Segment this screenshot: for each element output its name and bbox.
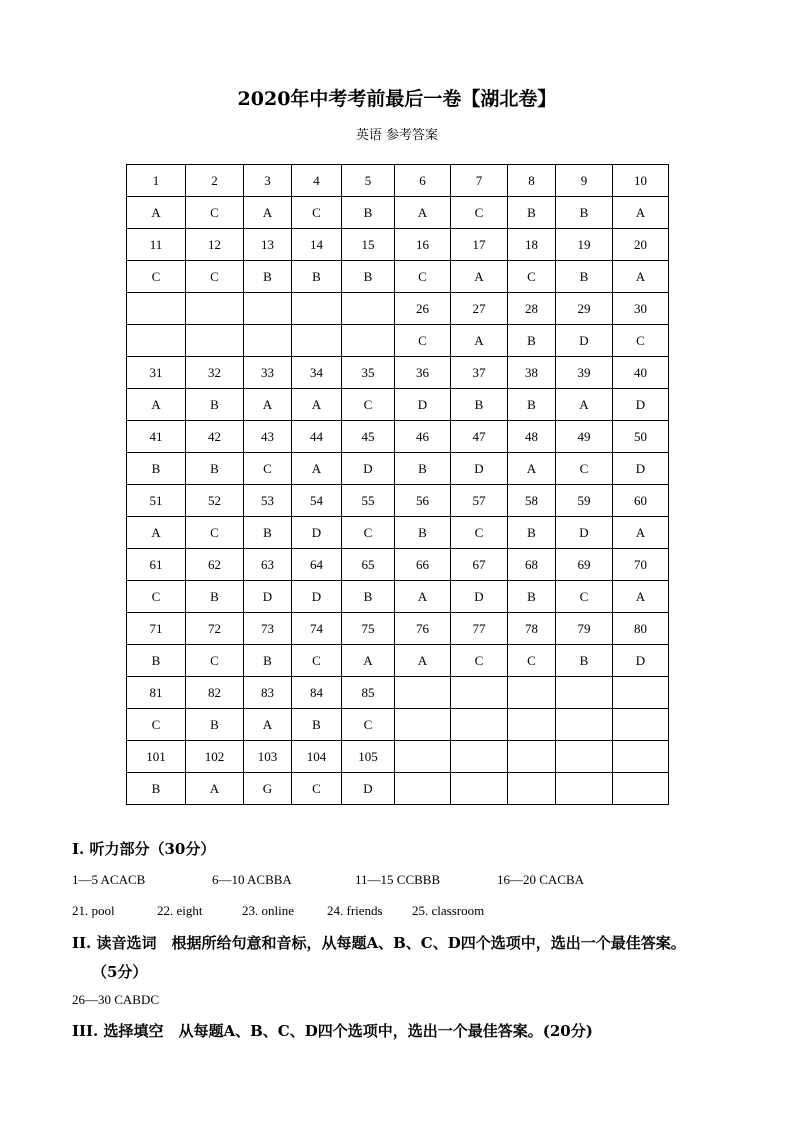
answer-cell: B <box>244 261 292 293</box>
answer-cell: C <box>451 517 508 549</box>
answer-cell: 16 <box>395 229 451 261</box>
answer-cell: 103 <box>244 741 292 773</box>
answer-cell: C <box>127 261 186 293</box>
answer-cell: B <box>292 261 342 293</box>
answer-cell: 20 <box>613 229 669 261</box>
answer-table-row <box>127 325 669 357</box>
answer-cell: 68 <box>508 549 556 581</box>
answer-cell: 64 <box>292 549 342 581</box>
answer-cell: D <box>244 581 292 613</box>
answer-cell: B <box>127 645 186 677</box>
answer-cell: B <box>342 197 395 229</box>
answer-cell: 34 <box>292 357 342 389</box>
answer-cell: 41 <box>127 421 186 453</box>
answer-cell: C <box>395 325 451 357</box>
answer-cell: C <box>127 709 186 741</box>
word-answer: 25. classroom <box>412 903 485 918</box>
answer-cell: D <box>292 517 342 549</box>
answer-table-row <box>127 613 669 645</box>
answer-cell: B <box>508 325 556 357</box>
answer-cell: 102 <box>186 741 244 773</box>
answer-cell: C <box>186 517 244 549</box>
answer-cell: C <box>292 773 342 805</box>
answer-cell: 55 <box>342 485 395 517</box>
answer-cell: 19 <box>556 229 613 261</box>
answer-cell <box>186 325 244 357</box>
answer-group: 1—5 ACACB <box>72 872 146 887</box>
answer-cell: B <box>451 389 508 421</box>
answer-cell: A <box>613 197 669 229</box>
answer-cell: 9 <box>556 165 613 197</box>
answer-cell: C <box>244 453 292 485</box>
answer-cell: 51 <box>127 485 186 517</box>
answer-cell: 49 <box>556 421 613 453</box>
answer-cell <box>451 677 508 709</box>
answer-cell: D <box>342 453 395 485</box>
answer-cell: C <box>127 581 186 613</box>
answer-cell: 46 <box>395 421 451 453</box>
answer-cell: 54 <box>292 485 342 517</box>
answer-cell: A <box>556 389 613 421</box>
answer-cell: 27 <box>451 293 508 325</box>
answer-cell: C <box>556 453 613 485</box>
section-2-heading-points: （5分） <box>92 963 148 981</box>
answer-cell: D <box>451 581 508 613</box>
answer-cell <box>451 741 508 773</box>
word-answer: 21. pool <box>72 903 115 918</box>
answer-cell <box>613 677 669 709</box>
answer-cell <box>508 677 556 709</box>
answer-cell: 17 <box>451 229 508 261</box>
answer-cell: G <box>244 773 292 805</box>
answer-cell: C <box>186 197 244 229</box>
answer-cell: 61 <box>127 549 186 581</box>
answer-cell: A <box>342 645 395 677</box>
answer-cell: B <box>292 709 342 741</box>
answer-cell: C <box>342 709 395 741</box>
answer-cell <box>613 773 669 805</box>
answer-cell: A <box>395 645 451 677</box>
answer-cell <box>395 709 451 741</box>
answer-cell: 53 <box>244 485 292 517</box>
answer-table-row <box>127 197 669 229</box>
answer-group: 11—15 CCBBB <box>355 872 441 887</box>
answer-cell: 57 <box>451 485 508 517</box>
answer-cell: 81 <box>127 677 186 709</box>
answer-cell: 6 <box>395 165 451 197</box>
answer-cell: 4 <box>292 165 342 197</box>
answer-cell: 12 <box>186 229 244 261</box>
answer-cell: D <box>451 453 508 485</box>
answer-cell: D <box>395 389 451 421</box>
answer-cell: 82 <box>186 677 244 709</box>
answer-table-body <box>127 165 669 805</box>
answer-cell: A <box>244 389 292 421</box>
answer-cell: 63 <box>244 549 292 581</box>
answer-table-row <box>127 677 669 709</box>
answer-cell <box>395 741 451 773</box>
answer-cell: B <box>342 581 395 613</box>
answer-cell: A <box>395 197 451 229</box>
answer-cell: B <box>556 645 613 677</box>
answer-cell: 62 <box>186 549 244 581</box>
answer-cell: 75 <box>342 613 395 645</box>
answer-cell <box>556 773 613 805</box>
answer-cell: 30 <box>613 293 669 325</box>
answer-cell: B <box>127 453 186 485</box>
answer-cell: A <box>127 389 186 421</box>
answer-cell: A <box>451 261 508 293</box>
answer-cell: 71 <box>127 613 186 645</box>
answer-table-row <box>127 389 669 421</box>
answer-cell <box>292 293 342 325</box>
answer-cell: 72 <box>186 613 244 645</box>
answer-cell <box>342 293 395 325</box>
answer-cell: C <box>395 261 451 293</box>
answer-cell: 33 <box>244 357 292 389</box>
answer-cell: C <box>186 645 244 677</box>
answer-cell: 58 <box>508 485 556 517</box>
answer-cell: 44 <box>292 421 342 453</box>
answer-cell: B <box>127 773 186 805</box>
answer-cell: C <box>342 389 395 421</box>
answer-cell <box>508 709 556 741</box>
answer-cell: A <box>292 453 342 485</box>
answer-table-row <box>127 709 669 741</box>
answer-cell: D <box>613 389 669 421</box>
answer-cell <box>342 325 395 357</box>
answer-cell: C <box>556 581 613 613</box>
answer-cell: 74 <box>292 613 342 645</box>
answer-table-row <box>127 453 669 485</box>
answer-cell: 14 <box>292 229 342 261</box>
answer-cell <box>556 741 613 773</box>
answer-cell: 45 <box>342 421 395 453</box>
answer-cell: 104 <box>292 741 342 773</box>
section-1-heading: I. 听力部分（30分） <box>72 840 216 858</box>
answer-cell: D <box>556 325 613 357</box>
answer-cell: 5 <box>342 165 395 197</box>
answer-table-row <box>127 357 669 389</box>
answer-cell: 78 <box>508 613 556 645</box>
answer-cell: 3 <box>244 165 292 197</box>
answer-cell <box>613 741 669 773</box>
section-1-word-answers <box>72 903 772 919</box>
answer-cell: B <box>508 389 556 421</box>
answer-cell <box>244 325 292 357</box>
answer-cell <box>186 293 244 325</box>
answer-cell: 32 <box>186 357 244 389</box>
answer-cell: 13 <box>244 229 292 261</box>
answer-cell: 65 <box>342 549 395 581</box>
answer-cell: 10 <box>613 165 669 197</box>
answer-table-row <box>127 261 669 293</box>
answer-cell: 15 <box>342 229 395 261</box>
section-3-heading: III. 选择填空 从每题A、B、C、D四个选项中，选出一个最佳答案。(20分) <box>72 1022 593 1040</box>
answer-cell: C <box>451 645 508 677</box>
answer-cell: A <box>451 325 508 357</box>
page-subtitle: 英语 参考答案 <box>355 128 439 143</box>
answer-cell: 76 <box>395 613 451 645</box>
answer-cell: 101 <box>127 741 186 773</box>
answer-cell: 59 <box>556 485 613 517</box>
word-answer: 24. friends <box>327 903 383 918</box>
answer-cell: 47 <box>451 421 508 453</box>
answer-cell: A <box>508 453 556 485</box>
answer-cell: 8 <box>508 165 556 197</box>
answer-cell: B <box>186 389 244 421</box>
section-1-answer-groups <box>72 872 772 888</box>
answer-cell: A <box>244 197 292 229</box>
answer-cell: B <box>556 261 613 293</box>
answer-cell: A <box>127 517 186 549</box>
answer-cell: C <box>613 325 669 357</box>
answer-cell: 38 <box>508 357 556 389</box>
answer-cell: 35 <box>342 357 395 389</box>
answer-cell: 73 <box>244 613 292 645</box>
answer-cell: B <box>508 197 556 229</box>
answer-cell: D <box>342 773 395 805</box>
answer-cell <box>395 677 451 709</box>
answer-cell: C <box>451 197 508 229</box>
answer-cell: 28 <box>508 293 556 325</box>
answer-table-row <box>127 485 669 517</box>
answer-cell: 56 <box>395 485 451 517</box>
answer-cell: B <box>186 453 244 485</box>
answer-cell: 29 <box>556 293 613 325</box>
answer-table-row <box>127 741 669 773</box>
section-2-heading: II. 读音选词 根据所给句意和音标，从每题A、B、C、D四个选项中，选出一个最佳答案。 <box>72 934 686 952</box>
answer-cell: A <box>292 389 342 421</box>
answer-cell: 83 <box>244 677 292 709</box>
answer-cell: 79 <box>556 613 613 645</box>
answer-table <box>126 164 669 805</box>
answer-cell: 1 <box>127 165 186 197</box>
answer-table-row <box>127 517 669 549</box>
answer-cell: A <box>613 517 669 549</box>
answer-cell: B <box>244 645 292 677</box>
answer-cell: 11 <box>127 229 186 261</box>
answer-cell <box>556 677 613 709</box>
answer-cell: 52 <box>186 485 244 517</box>
answer-cell: A <box>613 261 669 293</box>
answer-cell: B <box>508 517 556 549</box>
answer-cell: 26 <box>395 293 451 325</box>
answer-cell: 2 <box>186 165 244 197</box>
answer-cell: 43 <box>244 421 292 453</box>
answer-cell: A <box>127 197 186 229</box>
answer-cell: B <box>244 517 292 549</box>
answer-cell: A <box>186 773 244 805</box>
answer-table-row <box>127 581 669 613</box>
answer-cell: 37 <box>451 357 508 389</box>
answer-cell: B <box>395 453 451 485</box>
answer-group: 6—10 ACBBA <box>212 872 292 887</box>
answer-cell <box>508 773 556 805</box>
answer-cell: A <box>613 581 669 613</box>
answer-cell: 50 <box>613 421 669 453</box>
answer-cell <box>508 741 556 773</box>
answer-cell: B <box>342 261 395 293</box>
answer-cell: 105 <box>342 741 395 773</box>
answer-cell: 7 <box>451 165 508 197</box>
answer-cell: 85 <box>342 677 395 709</box>
answer-cell: B <box>186 709 244 741</box>
answer-cell <box>451 773 508 805</box>
answer-table-row <box>127 293 669 325</box>
section-2-answers: 26—30 CABDC <box>72 992 160 1007</box>
answer-cell: D <box>292 581 342 613</box>
answer-cell: 60 <box>613 485 669 517</box>
answer-group: 16—20 CACBA <box>497 872 585 887</box>
answer-table-row <box>127 229 669 261</box>
answer-cell: 36 <box>395 357 451 389</box>
answer-table-row <box>127 421 669 453</box>
answer-cell: 67 <box>451 549 508 581</box>
answer-cell <box>613 709 669 741</box>
answer-cell: B <box>186 581 244 613</box>
answer-cell <box>127 325 186 357</box>
answer-cell: 80 <box>613 613 669 645</box>
answer-cell: B <box>508 581 556 613</box>
answer-cell: 42 <box>186 421 244 453</box>
answer-cell: C <box>342 517 395 549</box>
answer-cell: D <box>613 645 669 677</box>
answer-cell: B <box>395 517 451 549</box>
answer-cell: 31 <box>127 357 186 389</box>
page-title: 2020年中考考前最后一卷【湖北卷】 <box>237 88 557 110</box>
answer-table-row <box>127 773 669 805</box>
answer-cell <box>395 773 451 805</box>
answer-cell: 40 <box>613 357 669 389</box>
answer-cell: B <box>556 197 613 229</box>
answer-cell: 70 <box>613 549 669 581</box>
answer-cell: 48 <box>508 421 556 453</box>
answer-cell: C <box>292 645 342 677</box>
answer-cell: D <box>613 453 669 485</box>
answer-table-row <box>127 549 669 581</box>
word-answer: 22. eight <box>157 903 203 918</box>
answer-cell: A <box>395 581 451 613</box>
answer-cell: 69 <box>556 549 613 581</box>
answer-cell: 18 <box>508 229 556 261</box>
answer-cell: D <box>556 517 613 549</box>
answer-cell: C <box>508 645 556 677</box>
answer-cell: A <box>244 709 292 741</box>
answer-cell <box>127 293 186 325</box>
answer-cell <box>292 325 342 357</box>
answer-cell <box>556 709 613 741</box>
answer-cell: 66 <box>395 549 451 581</box>
word-answer: 23. online <box>242 903 294 918</box>
answer-table-row <box>127 645 669 677</box>
answer-cell <box>244 293 292 325</box>
answer-cell: C <box>508 261 556 293</box>
answer-cell: C <box>292 197 342 229</box>
answer-cell: 39 <box>556 357 613 389</box>
answer-cell: 77 <box>451 613 508 645</box>
answer-cell: 84 <box>292 677 342 709</box>
answer-table-row <box>127 165 669 197</box>
answer-cell <box>451 709 508 741</box>
answer-cell: C <box>186 261 244 293</box>
